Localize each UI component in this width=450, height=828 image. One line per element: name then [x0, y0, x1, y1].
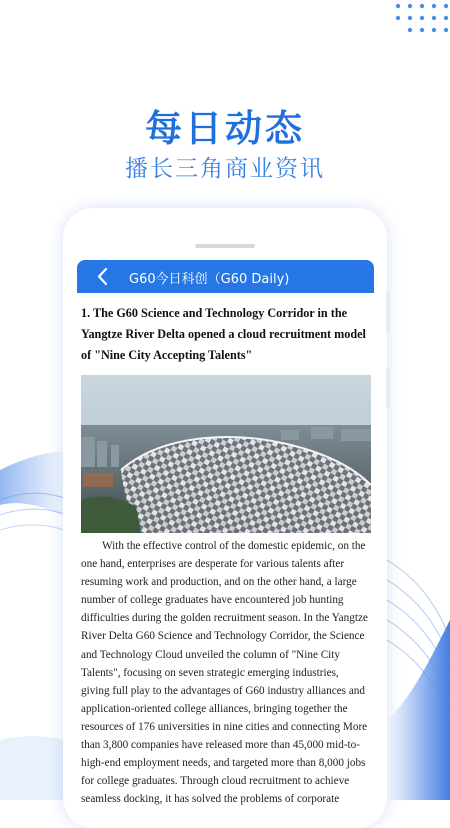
phone-side-button — [386, 368, 390, 408]
article — [81, 303, 370, 808]
promo-headline: 每日动态 — [145, 107, 305, 150]
nav-bar — [77, 260, 374, 293]
article-title: 1. The G60 Science and Technology Corridor in the Yangtze River Delta opened a cloud recruitment model of "Nine City Accepting Talents" — [81, 306, 366, 362]
phone-speaker — [195, 244, 255, 248]
phone-side-button — [386, 292, 390, 332]
article-body: With the effective control of the domestic epidemic, on the one hand, enterprises are desperate for various talents after resuming work and production, and on the other hand, a large number of college graduates have encountered job hunting difficulties during the golden recruitment season. In the Yangtze River Delta G60 Science and Technology Corridor, the Science and Technology Cloud unveiled the column of "Nine City Talents", focusing on seven strategic emerging industries, giving full play to the advantages of G60 industry alliances and application-oriented college alliances, bringing together the resources of 176 universities in nine cities and connecting More than 3,800 companies have released more than 45,000 mid-to-high-end employment needs, and targeted more than 8,000 jobs for college graduates. Through cloud recruitment to achieve seamless docking, it has solved the problems of corporate — [81, 540, 368, 806]
article-photo — [81, 375, 371, 533]
nav-title: G60今日科创（G60 Daily) — [129, 272, 290, 287]
app-screen — [77, 260, 374, 806]
aerial-building-photo — [81, 375, 371, 533]
chevron-left-icon[interactable] — [95, 267, 111, 286]
promo-subheadline: 播长三角商业资讯 — [125, 156, 325, 182]
dot-grid-decoration — [390, 0, 450, 50]
phone-mockup — [63, 208, 387, 828]
